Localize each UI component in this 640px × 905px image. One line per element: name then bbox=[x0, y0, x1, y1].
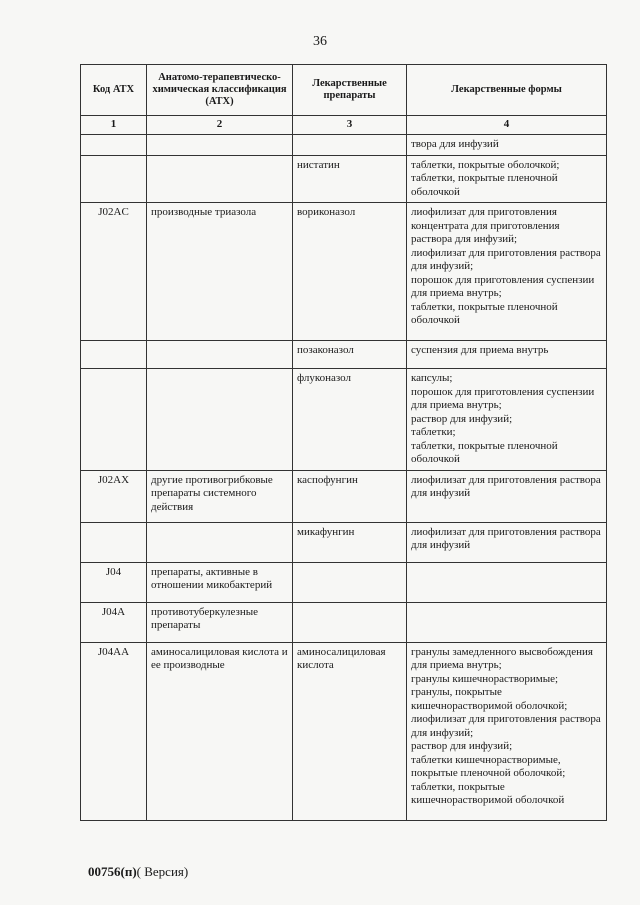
table-row bbox=[81, 522, 607, 562]
atc-class-cell bbox=[147, 522, 293, 562]
dosage-forms-cell bbox=[407, 369, 607, 471]
footer bbox=[88, 864, 188, 880]
drug-name-cell: вориконазол bbox=[293, 203, 407, 341]
drug-name-cell: позаконазол bbox=[293, 341, 407, 369]
atc-class-cell: производные триазола bbox=[147, 203, 293, 341]
dosage-forms-cell bbox=[407, 562, 607, 602]
dosage-form-item: гранулы замедленного высвобождения для приема внутрь; bbox=[411, 645, 593, 671]
dosage-forms-cell bbox=[407, 642, 607, 820]
dosage-form-item: лиофилизат для приготовления раствора для инфузий; bbox=[411, 713, 601, 739]
atc-class-cell: препараты, активные в отношении микобактерий bbox=[147, 562, 293, 602]
atc-class-cell: противотуберкулезные препараты bbox=[147, 602, 293, 642]
dosage-forms-cell bbox=[407, 602, 607, 642]
drug-name-cell: каспофунгин bbox=[293, 470, 407, 522]
atc-class-cell bbox=[147, 369, 293, 471]
dosage-forms-cell bbox=[407, 203, 607, 341]
table-row bbox=[81, 203, 607, 341]
atc-code-cell bbox=[81, 369, 147, 471]
atc-code-cell: J04AA bbox=[81, 642, 147, 820]
column-number: 1 bbox=[81, 116, 147, 135]
header-row bbox=[81, 65, 607, 116]
header-dosage-forms: Лекарственные формы bbox=[407, 65, 607, 116]
table-row bbox=[81, 562, 607, 602]
table-row bbox=[81, 642, 607, 820]
header-drugs: Лекарственные препараты bbox=[293, 65, 407, 116]
dosage-form-item: капсулы; bbox=[411, 372, 453, 384]
dosage-forms-cell bbox=[407, 135, 607, 156]
column-number: 3 bbox=[293, 116, 407, 135]
atc-class-cell: аминосалициловая кислота и ее производные bbox=[147, 642, 293, 820]
dosage-form-item: гранулы, покрытые кишечнорастворимой оболочкой; bbox=[411, 686, 568, 712]
dosage-form-item: гранулы кишечнорастворимые; bbox=[411, 672, 559, 685]
table-row bbox=[81, 470, 607, 522]
dosage-forms-cell bbox=[407, 155, 607, 203]
drug-name-cell: аминосалициловая кислота bbox=[293, 642, 407, 820]
dosage-forms-cell bbox=[407, 522, 607, 562]
drug-name-cell: нистатин bbox=[293, 155, 407, 203]
table-row bbox=[81, 135, 607, 156]
dosage-form-item: таблетки, покрытые пленочной оболочкой bbox=[411, 439, 558, 465]
dosage-form-item: таблетки, покрытые оболочкой; bbox=[411, 158, 560, 171]
atc-drug-table bbox=[80, 64, 607, 821]
header-atc-code: Код АТХ bbox=[81, 65, 147, 116]
dosage-form-item: порошок для приготовления суспензии для приема внутрь; bbox=[411, 385, 595, 411]
dosage-form-item: таблетки, покрытые пленочной оболочкой bbox=[411, 300, 558, 326]
table-row bbox=[81, 602, 607, 642]
dosage-form-item: суспензия для приема внутрь bbox=[411, 344, 549, 356]
atc-code-cell: J04A bbox=[81, 602, 147, 642]
dosage-forms-cell bbox=[407, 470, 607, 522]
dosage-forms-cell bbox=[407, 341, 607, 369]
dosage-form-item: лиофилизат для приготовления раствора для инфузий bbox=[411, 473, 601, 499]
dosage-form-item: таблетки кишечнорастворимые, покрытые пленочной оболочкой; bbox=[411, 753, 566, 779]
dosage-form-item: лиофилизат для приготовления концентрата для приготовления раствора для инфузий; bbox=[411, 206, 560, 245]
atc-code-cell bbox=[81, 522, 147, 562]
table-body bbox=[81, 135, 607, 821]
dosage-form-item: таблетки, покрытые пленочной оболочкой bbox=[411, 172, 558, 198]
dosage-form-item: твора для инфузий bbox=[411, 138, 499, 150]
atc-code-cell bbox=[81, 135, 147, 156]
drug-name-cell bbox=[293, 135, 407, 156]
dosage-form-item: таблетки; bbox=[411, 426, 456, 438]
table-row bbox=[81, 341, 607, 369]
drug-name-cell bbox=[293, 562, 407, 602]
atc-class-cell bbox=[147, 341, 293, 369]
document-version: ( Версия) bbox=[136, 864, 189, 879]
document-code: 00756(п) bbox=[88, 864, 137, 879]
drug-name-cell: микафунгин bbox=[293, 522, 407, 562]
atc-code-cell: J04 bbox=[81, 562, 147, 602]
atc-code-cell bbox=[81, 341, 147, 369]
drug-name-cell: флуконазол bbox=[293, 369, 407, 471]
header-atc-classification: Анатомо-терапевтическо-химическая классификация (АТХ) bbox=[147, 65, 293, 116]
atc-code-cell: J02AX bbox=[81, 470, 147, 522]
table-row bbox=[81, 155, 607, 203]
dosage-form-item: таблетки, покрытые кишечнорастворимой оболочкой bbox=[411, 780, 565, 806]
atc-class-cell bbox=[147, 135, 293, 156]
table-row bbox=[81, 369, 607, 471]
page-number: 36 bbox=[313, 34, 327, 49]
dosage-form-item: порошок для приготовления суспензии для приема внутрь; bbox=[411, 273, 595, 299]
atc-code-cell bbox=[81, 155, 147, 203]
atc-code-cell: J02AC bbox=[81, 203, 147, 341]
column-number-row bbox=[81, 116, 607, 135]
column-number: 4 bbox=[407, 116, 607, 135]
atc-class-cell bbox=[147, 155, 293, 203]
atc-class-cell: другие противогрибковые препараты системного действия bbox=[147, 470, 293, 522]
dosage-form-item: лиофилизат для приготовления раствора для инфузий; bbox=[411, 246, 601, 272]
dosage-form-item: лиофилизат для приготовления раствора для инфузий bbox=[411, 525, 601, 551]
dosage-form-item: раствор для инфузий; bbox=[411, 412, 513, 425]
column-number: 2 bbox=[147, 116, 293, 135]
drug-name-cell bbox=[293, 602, 407, 642]
dosage-form-item: раствор для инфузий; bbox=[411, 740, 513, 752]
